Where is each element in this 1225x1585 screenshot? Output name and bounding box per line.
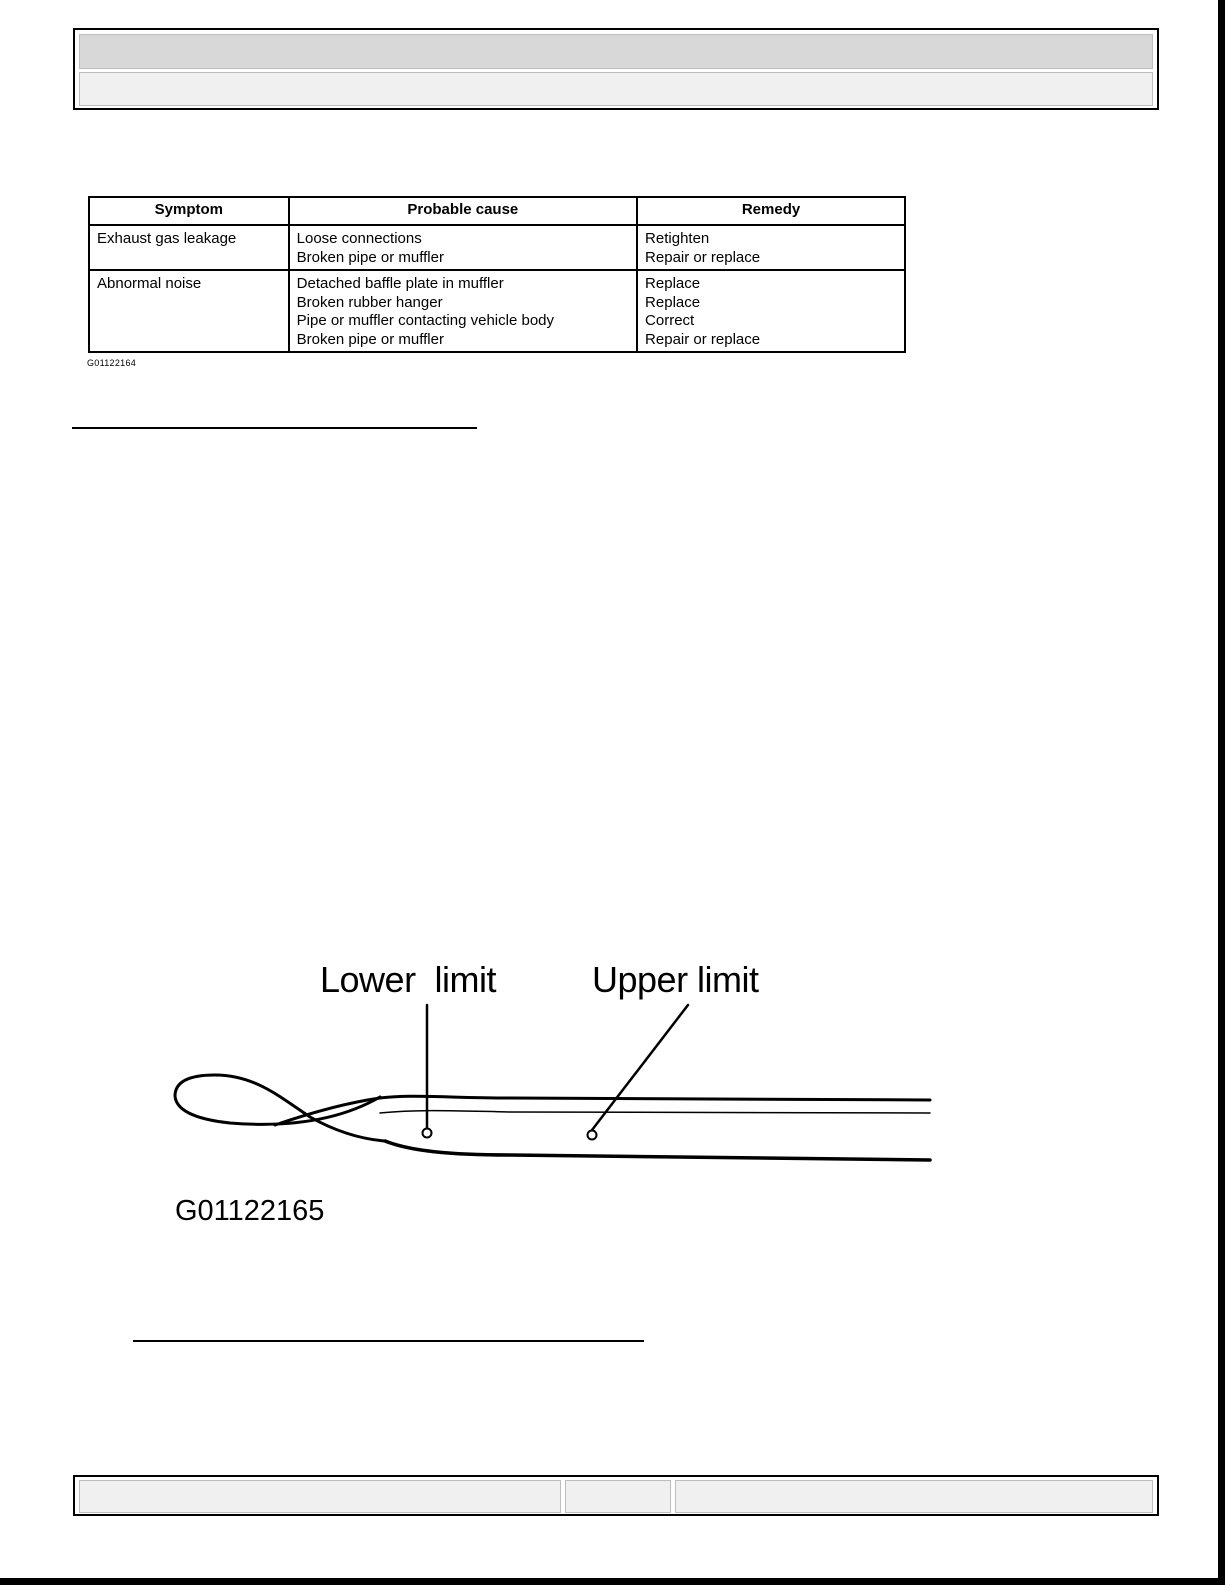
section-divider: [133, 1340, 644, 1342]
cause-text: Detached baffle plate in muffler: [296, 275, 504, 292]
table-header-row: [89, 197, 905, 225]
remedy-text: Replace: [645, 275, 701, 292]
remedy-text: Replace: [645, 293, 701, 311]
remedy-cell: [637, 270, 905, 352]
cause-cell: [289, 270, 637, 352]
table-figure-code: G01122164: [87, 358, 137, 368]
lower-limit-label: Lower limit: [320, 959, 497, 1000]
remedy-text: Repair or replace: [645, 330, 761, 348]
lower-limit-mark: [423, 1129, 432, 1138]
symptom-cell: [89, 225, 289, 270]
footer-cell-middle: [565, 1480, 671, 1513]
remedy-text: Repair or replace: [645, 248, 761, 266]
symptom-cell: [89, 270, 289, 352]
cause-cell: [289, 225, 637, 270]
header-subtitle-bar: [79, 72, 1153, 106]
dipstick-loop: [175, 1075, 385, 1141]
upper-limit-label: Upper limit: [592, 959, 759, 1000]
page-frame-bottom: [0, 1578, 1225, 1585]
page-footer: [73, 1475, 1159, 1516]
column-header-remedy: Remedy: [637, 197, 905, 225]
table-row: [89, 270, 905, 352]
cause-text: Broken pipe or muffler: [296, 248, 444, 266]
dipstick-figure-code: G01122165: [175, 1195, 325, 1227]
cause-text: Pipe or muffler contacting vehicle body: [296, 312, 555, 329]
symptom-text: Exhaust gas leakage: [97, 230, 237, 247]
dipstick-drawing: [170, 955, 950, 1235]
upper-limit-mark: [588, 1131, 597, 1140]
cause-text: Loose connections: [296, 230, 422, 247]
cause-text: Broken rubber hanger: [296, 293, 443, 311]
troubleshooting-table: [88, 196, 906, 353]
remedy-text: Correct: [645, 312, 695, 329]
cause-text: Broken pipe or muffler: [296, 330, 444, 348]
header-title-bar: [79, 34, 1153, 69]
dipstick-lower-edge: [385, 1141, 930, 1160]
upper-limit-leader: [592, 1005, 688, 1130]
column-header-probable-cause: Probable cause: [289, 197, 637, 225]
footer-cell-left: [79, 1480, 561, 1513]
page-frame-right: [1218, 0, 1225, 1585]
remedy-cell: [637, 225, 905, 270]
dipstick-figure: [170, 955, 950, 1235]
page-header: [73, 28, 1159, 110]
remedy-text: Retighten: [645, 230, 710, 247]
dipstick-upper-edge: [275, 1096, 930, 1125]
dipstick-inner-edge: [380, 1111, 930, 1113]
table-row: [89, 225, 905, 270]
column-header-symptom: Symptom: [89, 197, 289, 225]
section-divider: [72, 427, 477, 429]
footer-cell-right: [675, 1480, 1153, 1513]
symptom-text: Abnormal noise: [97, 275, 202, 292]
